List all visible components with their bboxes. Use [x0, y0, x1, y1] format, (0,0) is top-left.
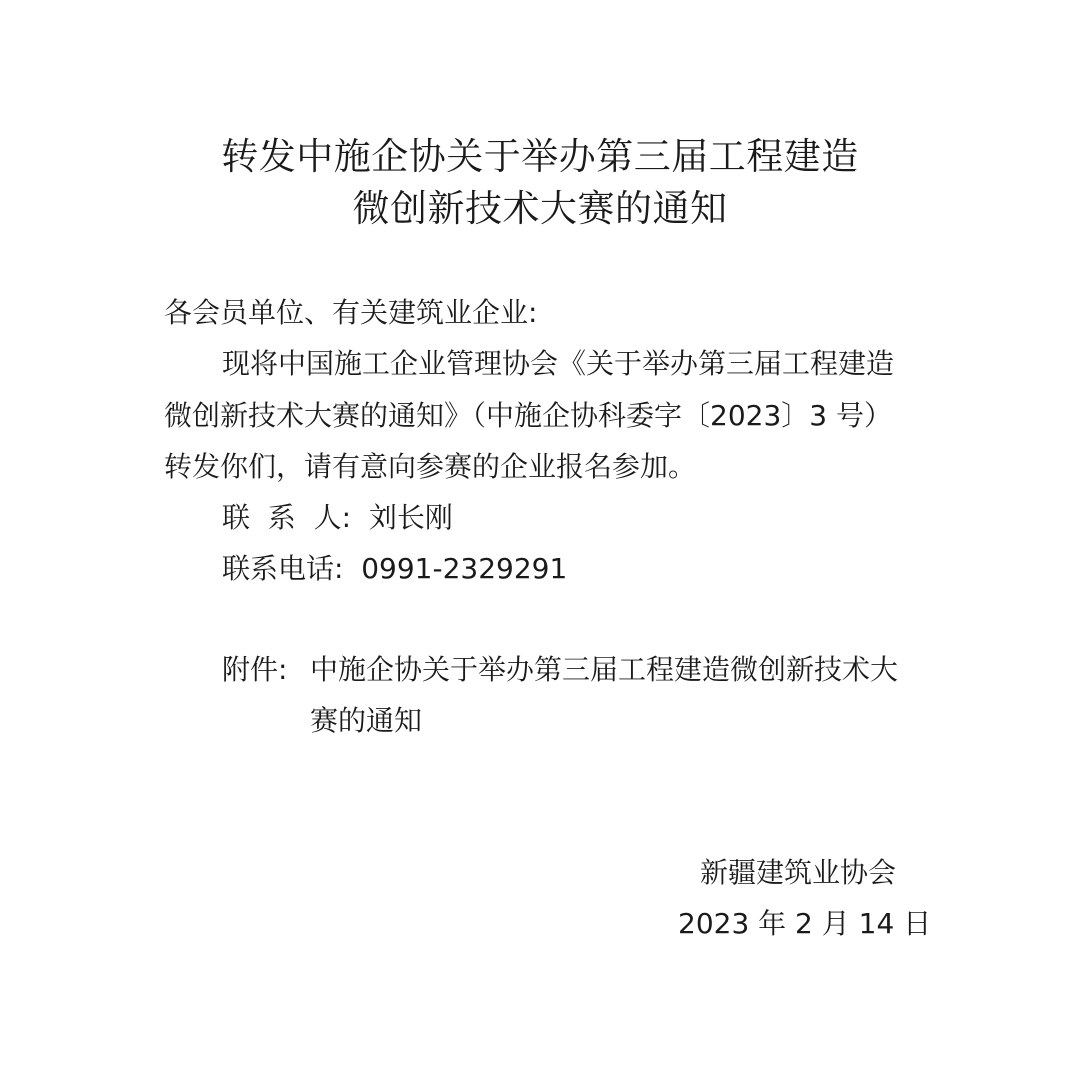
salutation: 各会员单位、有关建筑业企业:	[164, 296, 538, 329]
contact-person: 联 系 人: 刘长刚	[222, 501, 453, 534]
attachment-title-line-2: 赛的通知	[310, 704, 423, 737]
body-paragraph-line-3: 转发你们，请有意向参赛的企业报名参加。	[164, 450, 697, 483]
body-paragraph-line-1: 现将中国施工企业管理协会《关于举办第三届工程建造	[222, 347, 895, 380]
signature-organization: 新疆建筑业协会	[700, 856, 897, 889]
contact-phone: 联系电话: 0991-2329291	[222, 552, 568, 585]
document-title-line-1: 转发中施企协关于举办第三届工程建造	[221, 135, 859, 178]
body-paragraph-line-2: 微创新技术大赛的通知》（中施企协科委字〔2023〕3 号）	[164, 399, 892, 432]
document-title-line-2: 微创新技术大赛的通知	[352, 187, 728, 230]
signature-date: 2023 年 2 月 14 日	[678, 907, 932, 940]
attachment-label: 附件:	[222, 653, 288, 686]
attachment-title-line-1: 中施企协关于举办第三届工程建造微创新技术大	[310, 653, 899, 686]
